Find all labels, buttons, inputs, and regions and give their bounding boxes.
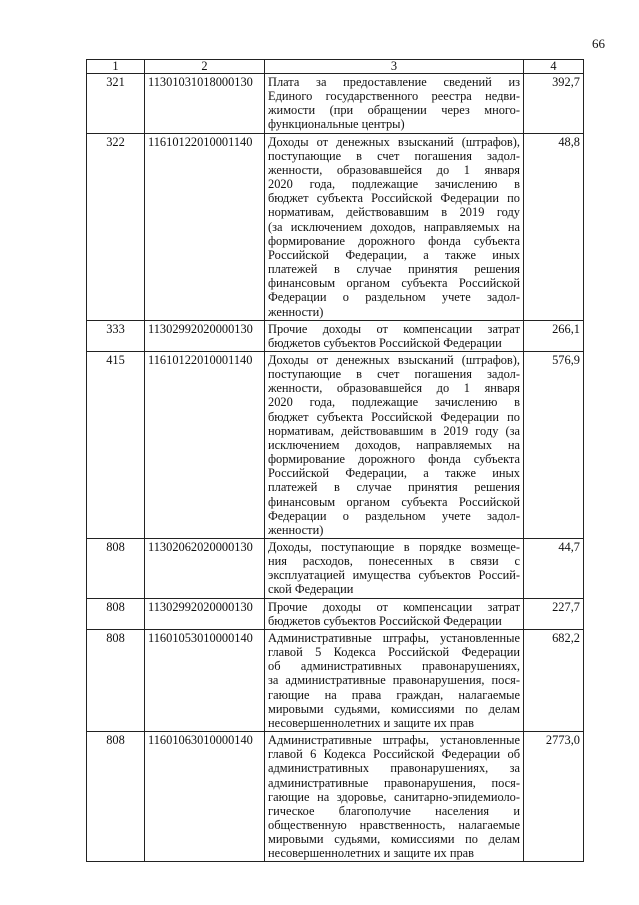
description-line: Доходы от денежных взысканий (штрафов),	[268, 352, 520, 367]
description-line: об административных правонарушениях,	[268, 659, 520, 674]
column-header-2: 2	[145, 60, 265, 74]
description-line: платежей в случае принятия решения	[268, 480, 520, 495]
admin-code-cell: 322	[87, 133, 145, 320]
description-line: административные правонарушения, пося-	[268, 775, 520, 790]
description-line: мировыми судьями, комиссиями по делам	[268, 832, 520, 847]
description-line: несовершеннолетних и защите их прав	[268, 846, 475, 861]
description-line: формирование дорожного фонда субъекта	[268, 452, 520, 467]
description-line: финансовым органом субъекта Российской	[268, 276, 520, 291]
description-line: Плата за предоставление сведений из	[268, 75, 520, 89]
description-line: женности)	[268, 304, 324, 319]
admin-code-cell: 808	[87, 539, 145, 599]
description-line: главой 6 Кодекса Российской Федерации об	[268, 747, 520, 762]
description-line: женности)	[268, 522, 324, 537]
budget-code-cell: 11610122010001140	[145, 133, 265, 320]
budget-code-cell: 11302992020000130	[145, 598, 265, 629]
description-cell	[265, 320, 524, 351]
description-cell	[265, 629, 524, 731]
budget-code-cell: 11601063010000140	[145, 732, 265, 862]
table-row	[87, 539, 584, 599]
amount-cell: 266,1	[524, 320, 584, 351]
description-line: бюджетов субъектов Российской Федерации	[268, 335, 502, 350]
budget-code-cell: 11610122010001140	[145, 351, 265, 538]
description-cell	[265, 539, 524, 599]
amount-cell: 227,7	[524, 598, 584, 629]
budget-code-cell: 11301031018000130	[145, 74, 265, 134]
description-line: мировыми судьями, комиссиями по делам	[268, 701, 520, 716]
description-line: гическое благополучие населения и	[268, 803, 520, 818]
description-line: Прочие доходы от компенсации затрат	[268, 599, 520, 614]
amount-cell: 392,7	[524, 74, 584, 134]
description-line: эксплуатацией имущества субъектов Россий-	[268, 568, 520, 583]
description-cell	[265, 598, 524, 629]
admin-code-cell: 415	[87, 351, 145, 538]
admin-code-cell: 321	[87, 74, 145, 134]
description-line: Федерации о раздельном учете задол-	[268, 290, 520, 305]
description-line: формирование дорожного фонда субъекта	[268, 233, 520, 248]
description-line: главой 5 Кодекса Российской Федерации	[268, 645, 520, 660]
description-line: (за исключением доходов, направляемых на	[268, 219, 520, 234]
description-cell	[265, 74, 524, 134]
table-row	[87, 598, 584, 629]
description-line: Доходы, поступающие в порядке возмеще-	[268, 540, 520, 554]
description-line: 2020 года, подлежащие зачислению в	[268, 395, 520, 410]
description-line: поступающие в счет погашения задол-	[268, 367, 520, 382]
admin-code-cell: 808	[87, 598, 145, 629]
description-cell	[265, 351, 524, 538]
description-line: Административные штрафы, установленные	[268, 630, 520, 645]
amount-cell: 2773,0	[524, 732, 584, 862]
description-line: нормативам, действовавшим в 2019 году (за	[268, 423, 520, 438]
description-line: ния расходов, понесенных в связи с	[268, 554, 520, 569]
description-line: гающие на права граждан, налагаемые	[268, 687, 520, 702]
description-line: бюджет субъекта Российской Федерации по	[268, 191, 520, 206]
column-header-3: 3	[265, 60, 524, 74]
amount-cell: 576,9	[524, 351, 584, 538]
table-row	[87, 133, 584, 320]
table-body	[87, 74, 584, 862]
amount-cell: 44,7	[524, 539, 584, 599]
description-line: Российской Федерации, а также иных	[268, 247, 520, 262]
budget-code-cell: 11601053010000140	[145, 629, 265, 731]
table-row	[87, 74, 584, 134]
amount-cell: 48,8	[524, 133, 584, 320]
description-line: за административные правонарушения, пося-	[268, 673, 520, 688]
description-line: Прочие доходы от компенсации затрат	[268, 321, 520, 336]
description-line: Российской Федерации, а также иных	[268, 466, 520, 481]
description-line: административных правонарушениях, за	[268, 761, 520, 776]
page-number: 66	[592, 36, 605, 51]
description-line: женности, образовавшейся до 1 января	[268, 381, 520, 396]
description-line: гающие на здоровье, санитарно-эпидемиоло-	[268, 789, 520, 804]
description-line: Доходы от денежных взысканий (штрафов),	[268, 134, 520, 149]
description-line: жимости (при обращении через много-	[268, 103, 520, 118]
column-header-1: 1	[87, 60, 145, 74]
table-header-row	[87, 60, 584, 74]
budget-code-cell: 11302062020000130	[145, 539, 265, 599]
description-line: ской Федерации	[268, 582, 354, 597]
description-line: общественную нравственность, налагаемые	[268, 817, 520, 832]
revenue-table	[86, 59, 584, 862]
table-row	[87, 320, 584, 351]
description-line: бюджет субъекта Российской Федерации по	[268, 409, 520, 424]
description-line: женности, образовавшейся до 1 января	[268, 162, 520, 177]
description-line: нормативам, действовавшим в 2019 году	[268, 205, 520, 220]
column-header-4: 4	[524, 60, 584, 74]
description-line: Административные штрафы, установленные	[268, 733, 520, 748]
description-line: исключением доходов, направляемых на	[268, 437, 520, 452]
table-row	[87, 351, 584, 538]
description-line: функциональные центры)	[268, 117, 405, 132]
admin-code-cell: 808	[87, 629, 145, 731]
table-row	[87, 732, 584, 862]
description-cell	[265, 732, 524, 862]
description-cell	[265, 133, 524, 320]
description-line: 2020 года, подлежащие зачислению в	[268, 177, 520, 192]
budget-code-cell: 11302992020000130	[145, 320, 265, 351]
description-line: несовершеннолетних и защите их прав	[268, 715, 475, 730]
description-line: финансовым органом субъекта Российской	[268, 494, 520, 509]
amount-cell: 682,2	[524, 629, 584, 731]
admin-code-cell: 333	[87, 320, 145, 351]
description-line: бюджетов субъектов Российской Федерации	[268, 613, 502, 628]
description-line: Единого государственного реестра недви-	[268, 89, 520, 104]
table-row	[87, 629, 584, 731]
description-line: Федерации о раздельном учете задол-	[268, 508, 520, 523]
description-line: поступающие в счет погашения задол-	[268, 148, 520, 163]
admin-code-cell: 808	[87, 732, 145, 862]
description-line: платежей в случае принятия решения	[268, 262, 520, 277]
